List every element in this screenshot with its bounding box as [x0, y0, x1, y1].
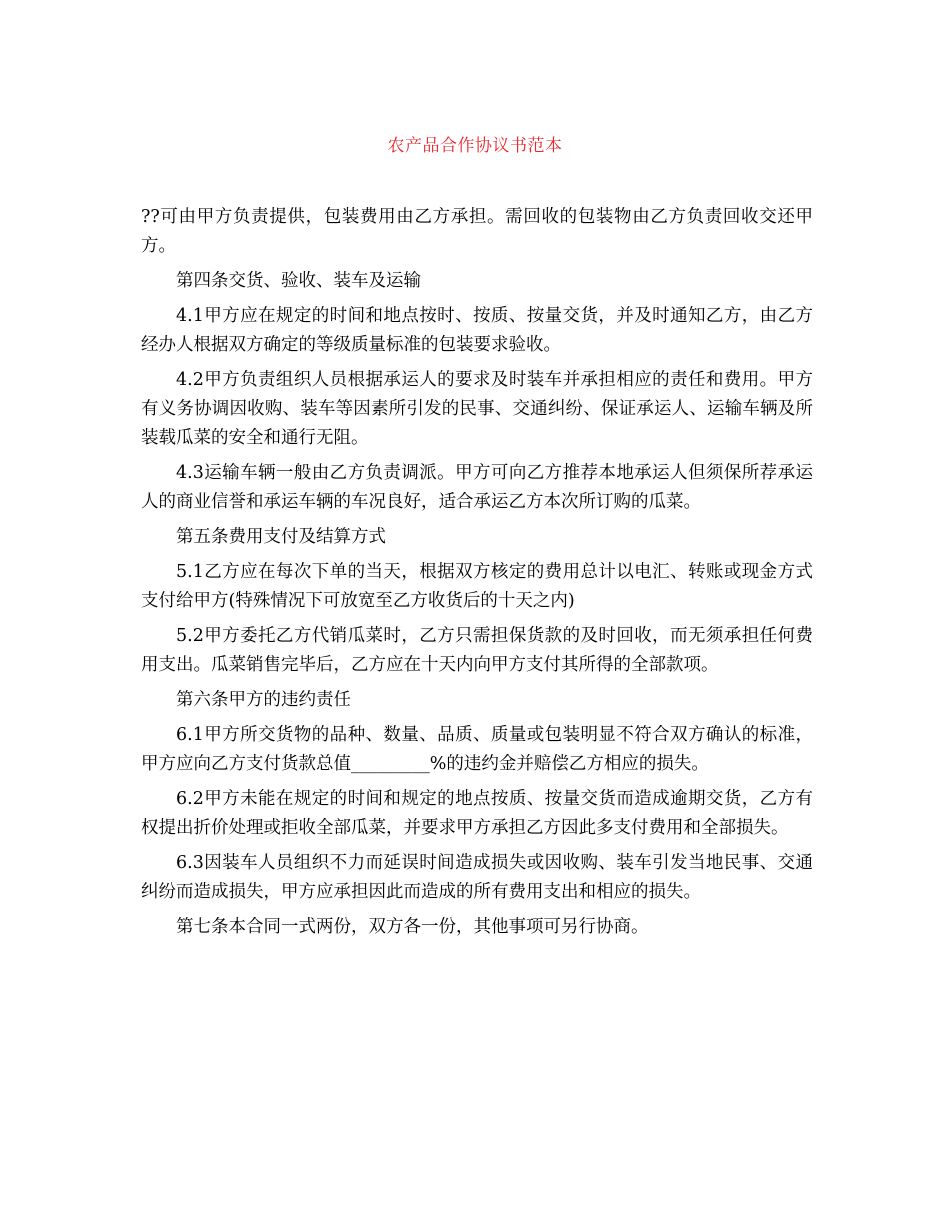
- section-heading: 第四条交货、验收、装车及运输: [176, 271, 421, 291]
- section-heading: 第七条本合同一式两份，双方各一份，其他事项可另行协商。: [176, 917, 649, 937]
- paragraph: 5.1乙方应在每次下单的当天，根据双方核定的费用总计以电汇、转账或现金方式支付给甲方(特殊情况下可放宽至乙方收货后的十天之内): [141, 562, 813, 611]
- document-body: [141, 203, 813, 948]
- section-heading: 第五条费用支付及结算方式: [176, 527, 386, 547]
- paragraph: 4.1甲方应在规定的时间和地点按时、按质、按量交货，并及时通知乙方，由乙方经办人根据双方确定的等级质量标准的包装要求验收。: [141, 306, 813, 355]
- document-title: 农产品合作协议书范本: [387, 136, 563, 156]
- paragraph: 6.1甲方所交货物的品种、数量、品质、质量或包装明显不符合双方确认的标准，甲方应向乙方支付货款总值_________%的违约金并赔偿乙方相应的损失。: [141, 725, 813, 774]
- section-heading: 第六条甲方的违约责任: [176, 690, 351, 710]
- paragraph: 6.3因装车人员组织不力而延误时间造成损失或因收购、装车引发当地民事、交通纠纷而造成损失，甲方应承担因此而造成的所有费用支出和相应的损失。: [141, 853, 813, 902]
- paragraph: 4.3运输车辆一般由乙方负责调派。甲方可向乙方推荐本地承运人但须保所荐承运人的商业信誉和承运车辆的车况良好，适合承运乙方本次所订购的瓜菜。: [141, 463, 813, 512]
- paragraph: 5.2甲方委托乙方代销瓜菜时，乙方只需担保货款的及时回收，而无须承担任何费用支出。瓜菜销售完毕后，乙方应在十天内向甲方支付其所得的全部款项。: [141, 626, 813, 675]
- paragraph: 4.2甲方负责组织人员根据承运人的要求及时装车并承担相应的责任和费用。甲方有义务协调因收购、装车等因素所引发的民事、交通纠纷、保证承运人、运输车辆及所装载瓜菜的安全和通行无阻。: [141, 370, 813, 448]
- paragraph: ??可由甲方负责提供，包装费用由乙方承担。需回收的包装物由乙方负责回收交还甲方。: [141, 207, 813, 256]
- paragraph: 6.2甲方未能在规定的时间和规定的地点按质、按量交货而造成逾期交货，乙方有权提出折价处理或拒收全部瓜菜，并要求甲方承担乙方因此多支付费用和全部损失。: [141, 789, 813, 838]
